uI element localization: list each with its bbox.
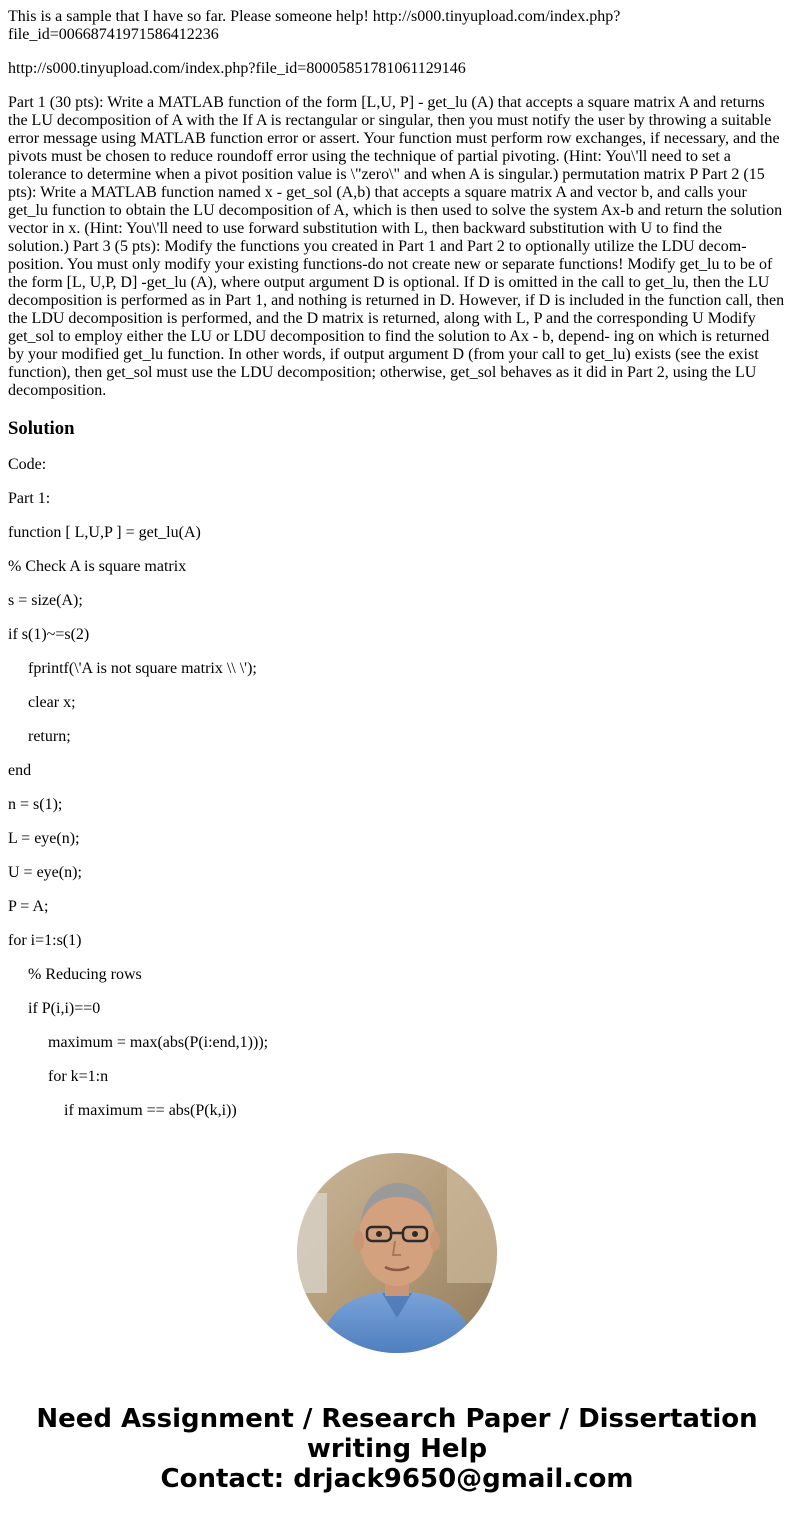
code-line: s = size(A); (8, 592, 83, 609)
code-line: P = A; (8, 898, 49, 915)
promo-banner (0, 1404, 794, 1494)
solution-heading: Solution (8, 418, 75, 439)
intro-text: This is a sample that I have so far. Please someone help! http://s000.tinyupload.com/index.php?file_id=00668741971586412236 (8, 8, 621, 43)
code-line: n = s(1); (8, 796, 63, 813)
code-line: Code: (8, 456, 47, 473)
code-line: Part 1: (8, 490, 51, 507)
code-line: % Reducing rows (28, 966, 142, 983)
code-line: if P(i,i)==0 (28, 1000, 101, 1017)
code-line: maximum = max(abs(P(i:end,1))); (48, 1034, 269, 1051)
promo-line-2: writing Help (306, 1434, 488, 1464)
code-line: if maximum == abs(P(k,i)) (64, 1102, 237, 1119)
code-line: for i=1:s(1) (8, 932, 82, 949)
code-line: return; (28, 728, 71, 745)
person-photo-icon (297, 1153, 497, 1353)
question-text: Part 1 (30 pts): Write a MATLAB function of the form [L,U, P] - get_lu (A) that accepts a square matrix A and returns the LU decomposition of A with the If A is rectangular or singular, then you must notify the user by throwing a suitable error message using MATLAB function error or assert. Your function must perform row exchanges, if necessary, and the pivots must be chosen to reduce roundoff error using the technique of partial pivoting. (Hint: You\'ll need to set a tolerance to determine when a pivot position value is \"zero\" and when A is singular.) permutation matrix P Part 2 (15 pts): Write a MATLAB function named x - get_sol (A,b) that accepts a square matrix A and vector b, and calls your get_lu function to obtain the LU decomposition of A, which is then used to solve the system Ax-b and return the solution vector in x. (Hint: You\'ll need to use forward substitution with L, then backward substitution with U to find the solution.) Part 3 (5 pts): Modify the functions you created in Part 1 and Part 2 to optionally utilize the LDU decom- position. You must only modify your existing functions-do not create new or separate functions! Modify get_lu to be of the form [L, U,P, D] -get_lu (A), where output argument D is optional. If D is omitted in the call to get_lu, then the LU decomposition is performed as in Part 1, and nothing is returned in D. However, if D is included in the function call, then the LDU decomposition is performed, and the D matrix is returned, along with L, P and the corresponding U Modify get_sol to employ either the LU or LDU decomposition to find the solution to Ax - b, depend- ing on which is returned by your modified get_lu function. In other words, if output argument D (from your call to get_lu) exists (see the exist function), then get_sol must use the LDU decomposition; otherwise, get_sol behaves as it did in Part 2, using the LU decomposition. (8, 94, 785, 399)
page-content (8, 0, 786, 1136)
avatar (297, 1153, 497, 1353)
intro-link: http://s000.tinyupload.com/index.php?file_id=80005851781061129146 (8, 60, 466, 77)
code-line: fprintf(\'A is not square matrix \\ \'); (28, 660, 257, 677)
code-line: % Check A is square matrix (8, 558, 187, 575)
code-line: clear x; (28, 694, 76, 711)
code-line: function [ L,U,P ] = get_lu(A) (8, 524, 201, 541)
code-line: U = eye(n); (8, 864, 82, 881)
code-line: for k=1:n (48, 1068, 109, 1085)
promo-line-1: Need Assignment / Research Paper / Dissertation (36, 1404, 758, 1434)
code-line: if s(1)~=s(2) (8, 626, 90, 643)
solution-code (8, 456, 786, 1120)
code-line: end (8, 762, 32, 779)
code-line: L = eye(n); (8, 830, 80, 847)
promo-contact: Contact: drjack9650@gmail.com (160, 1464, 634, 1494)
